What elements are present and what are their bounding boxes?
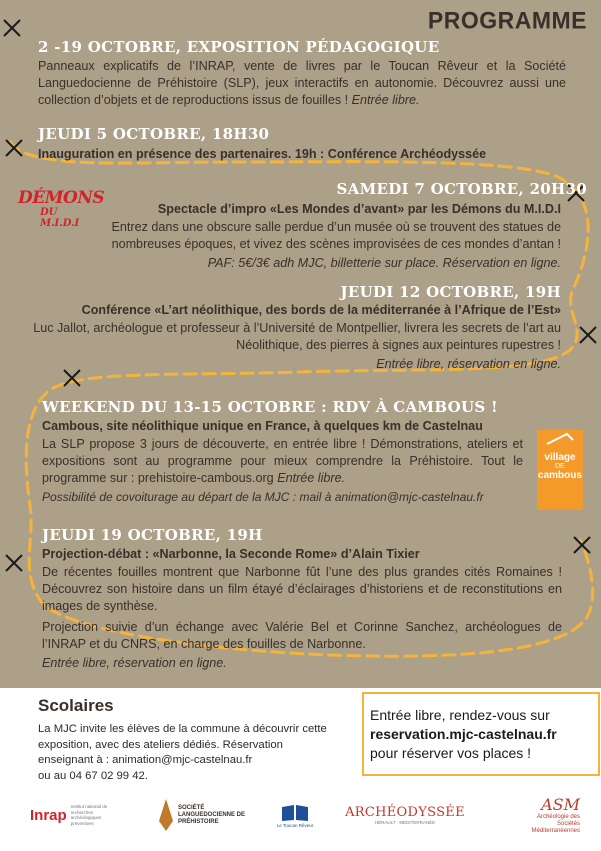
x-marker-icon xyxy=(572,535,592,555)
partner-name: Inrap xyxy=(30,806,67,824)
event-note: Entrée libre. xyxy=(351,93,420,107)
demons-du-midi-logo xyxy=(18,188,105,229)
partner-caption: HÉRAULT · MÉDITERRANÉE xyxy=(374,820,436,825)
event-body xyxy=(38,58,566,109)
partner-caption: Archéologie des Sociétés Méditerranéennes xyxy=(531,814,580,834)
partner-name: Le Toucan Rêveur xyxy=(276,822,314,828)
scolaires-text xyxy=(38,722,338,784)
event-note: PAF: 5€/3€ adh MJC, billetterie sur place. Réservation en ligne. xyxy=(207,256,561,270)
partner-name: SOCIÉTÉ LANGUEDOCIENNE DE PRÉHISTOIRE xyxy=(178,804,246,825)
event-title: WEEKEND DU 13-15 OCTOBRE : RDV À CAMBOUS ! xyxy=(42,398,498,416)
event-subtitle: Conférence «L’art néolithique, des bords de la méditerranée à l’Afrique de l’Est» xyxy=(81,303,561,317)
reservation-text xyxy=(370,706,596,763)
x-marker-icon xyxy=(2,18,22,38)
event-description: Luc Jallot, archéologue et professeur à l’Université de Montpellier, livrera les secrets de l’art au Néolithique, des pierres à signes aux peintures rupestres ! xyxy=(33,321,561,352)
logo-text: DÉMONS xyxy=(18,188,105,208)
x-marker-icon xyxy=(4,138,24,158)
event-title: JEUDI 5 OCTOBRE, 18H30 xyxy=(38,125,270,143)
event-note: Possibilité de covoiturage au départ de la MJC : mail à animation@mjc-castelnau.fr xyxy=(42,490,484,504)
event-title: 2 -19 OCTOBRE, EXPOSITION PÉDAGOGIQUE xyxy=(38,38,440,56)
inrap-logo xyxy=(30,795,120,835)
reservation-line: Entrée libre, rendez-vous sur xyxy=(370,707,550,723)
event-description: Projection suivie d’un échange avec Valérie Bel et Corinne Sanchez, archéologues de l’INRAP et du CNRS, en charge des fouilles de Narbonne. xyxy=(42,620,562,651)
village-de-cambous-logo xyxy=(537,430,583,510)
logo-text: DU M.I.D.I xyxy=(40,207,80,229)
logo-text: cambous xyxy=(538,470,582,481)
arrowhead-icon xyxy=(158,799,174,831)
event-description: Panneaux explicatifs de l’INRAP, vente de livres par le Toucan Rêveur et la Société Languedocienne de Préhistoire (SLP), jeux interactifs en autonomie. Découvrez aussi une collection d’objets et de reproductions issus de fouilles ! xyxy=(38,59,566,107)
event-title: SAMEDI 7 OCTOBRE, 20H30 xyxy=(336,180,587,198)
slp-logo xyxy=(158,795,258,835)
event-subtitle: Spectacle d’impro «Les Mondes d’avant» par les Démons du M.I.D.I xyxy=(157,202,561,216)
event-note: Entrée libre, réservation en ligne. xyxy=(376,357,561,371)
x-marker-icon xyxy=(578,325,598,345)
logo-text: village xyxy=(544,452,576,463)
partner-name: ARCHÉODYSSÉE xyxy=(345,805,465,820)
event-subtitle: Projection-débat : «Narbonne, la Seconde Rome» d’Alain Tixier xyxy=(42,547,420,561)
partner-name: ASM xyxy=(541,795,580,814)
scolaires-phone: ou au 04 67 02 99 42. xyxy=(38,769,148,782)
toucan-reveur-logo xyxy=(270,795,320,835)
event-subtitle: Inauguration en présence des partenaires. 19h : Conférence Archéodyssée xyxy=(38,147,487,161)
event-description: La SLP propose 3 jours de découverte, en entrée libre ! Démonstrations, ateliers et expositions sont au programme pour mieux comprendre la Préhistoire. Tout le programme sur : prehistoire-cambous.org xyxy=(42,437,523,485)
book-icon xyxy=(280,803,310,823)
event-body xyxy=(42,436,523,487)
x-marker-icon xyxy=(4,553,24,573)
event-title: JEUDI 19 OCTOBRE, 19H xyxy=(42,526,263,544)
reservation-link[interactable]: reservation.mjc-castelnau.fr xyxy=(370,726,557,742)
event-title: JEUDI 12 OCTOBRE, 19H xyxy=(340,283,561,301)
reservation-line: pour réserver vos places ! xyxy=(370,745,532,761)
event-subtitle: Cambous, site néolithique unique en France, à quelques km de Castelnau xyxy=(42,419,483,433)
event-description: Entrez dans une obscure salle perdue d’un musée où se trouvent des statues de nombreuses époques, et vivez des scènes improvisées de ces mondes d’antan ! xyxy=(111,220,561,251)
scolaires-description: La MJC invite les élèves de la commune à découvrir cette exposition, avec des ateliers dédiés. Réservation enseignant à : animation@mjc-castelnau.fr xyxy=(38,723,327,766)
scolaires-title: Scolaires xyxy=(38,696,114,715)
event-description: De récentes fouilles montrent que Narbonne fût l’une des plus grandes cités Romaines ! Découvrez son histoire dans un film étayé d’éclairages d’historiens et de reconstitutions en images de synthèse. xyxy=(42,565,562,613)
archeodyssee-logo xyxy=(345,795,465,835)
partner-caption: Institut national de recherches archéologiques préventives xyxy=(70,804,108,826)
event-note: Entrée libre. xyxy=(277,471,346,485)
logo-text: DE xyxy=(555,463,565,470)
page-title: PROGRAMME xyxy=(427,6,587,34)
event-note: Entrée libre, réservation en ligne. xyxy=(42,656,227,670)
asm-logo xyxy=(500,795,580,835)
mountain-icon xyxy=(537,430,583,448)
